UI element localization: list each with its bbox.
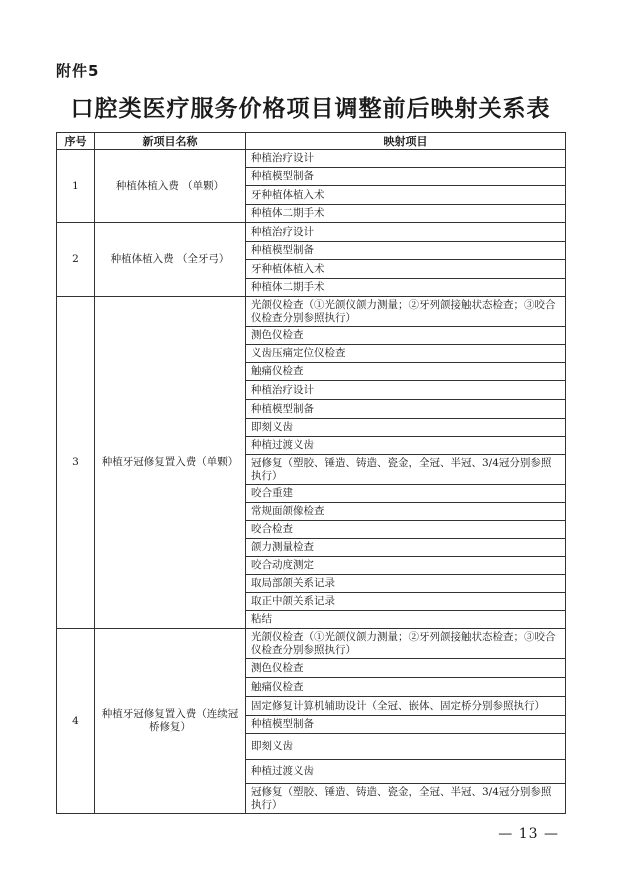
table-body <box>57 150 566 814</box>
mapped-item-cell: 种植治疗设计 <box>246 223 566 242</box>
mapped-item-cell: 种植治疗设计 <box>246 150 566 168</box>
mapped-item-cell: 即刻义齿 <box>246 419 566 437</box>
table-row <box>57 297 566 327</box>
mapped-item-cell: 测色仪检查 <box>246 327 566 345</box>
row-number-cell: 2 <box>57 223 95 297</box>
mapped-item-cell: 义齿压痛定位仪检查 <box>246 345 566 363</box>
mapped-item-cell: 种植过渡义齿 <box>246 437 566 455</box>
row-number-cell: 3 <box>57 297 95 629</box>
new-item-name-cell: 种植体植入费 （单颗） <box>95 150 246 223</box>
mapped-item-cell: 牙种植体植入术 <box>246 186 566 205</box>
mapped-item-cell: 种植体二期手术 <box>246 279 566 297</box>
mapped-item-cell: 光颌仪检查（①光颌仪颌力测量；②牙列颌接触状态检查；③咬合仪检查分别参照执行） <box>246 297 566 327</box>
mapped-item-cell: 测色仪检查 <box>246 659 566 678</box>
new-item-name-cell: 种植牙冠修复置入费（连续冠桥修复） <box>95 629 246 814</box>
mapped-item-cell: 取正中颌关系记录 <box>246 593 566 611</box>
column-header-new-item: 新项目名称 <box>95 133 246 150</box>
mapped-item-cell: 取局部颌关系记录 <box>246 575 566 593</box>
page-title: 口腔类医疗服务价格项目调整前后映射关系表 <box>70 95 551 122</box>
mapped-item-cell: 种植过渡义齿 <box>246 760 566 784</box>
mapped-item-cell: 冠修复（塑胶、锤造、铸造、瓷金，全冠、半冠、3/4冠分别参照执行） <box>246 455 566 485</box>
mapped-item-cell: 触痛仪检查 <box>246 363 566 381</box>
column-header-number: 序号 <box>57 133 95 150</box>
table-row <box>57 150 566 168</box>
page-number: — 13 — <box>498 826 559 842</box>
table-row <box>57 629 566 659</box>
mapped-item-cell: 光颌仪检查（①光颌仪颌力测量；②牙列颌接触状态检查；③咬合仪检查分别参照执行） <box>246 629 566 659</box>
mapped-item-cell: 常规面颌像检查 <box>246 503 566 521</box>
mapped-item-cell: 粘结 <box>246 611 566 629</box>
mapped-item-cell: 即刻义齿 <box>246 734 566 760</box>
row-number-cell: 1 <box>57 150 95 223</box>
mapped-item-cell: 颌力测量检查 <box>246 539 566 557</box>
mapped-item-cell: 种植治疗设计 <box>246 381 566 400</box>
mapped-item-cell: 种植体二期手术 <box>246 205 566 223</box>
mapped-item-cell: 种植模型制备 <box>246 168 566 186</box>
attachment-label: 附件5 <box>56 62 100 80</box>
mapped-item-cell: 咬合重建 <box>246 485 566 503</box>
new-item-name-cell: 种植牙冠修复置入费（单颗） <box>95 297 246 629</box>
row-number-cell: 4 <box>57 629 95 814</box>
new-item-name-cell: 种植体植入费 （全牙弓） <box>95 223 246 297</box>
table-row <box>57 223 566 242</box>
mapped-item-cell: 咬合检查 <box>246 521 566 539</box>
column-header-mapped-item: 映射项目 <box>246 133 566 150</box>
table-header-row <box>57 133 566 150</box>
mapped-item-cell: 牙种植体植入术 <box>246 260 566 279</box>
mapped-item-cell: 固定修复计算机辅助设计（全冠、嵌体、固定桥分别参照执行） <box>246 697 566 716</box>
mapped-item-cell: 触痛仪检查 <box>246 678 566 697</box>
mapping-table <box>56 132 566 814</box>
mapped-item-cell: 冠修复（塑胶、锤造、铸造、瓷金，全冠、半冠、3/4冠分别参照执行） <box>246 784 566 814</box>
mapped-item-cell: 种植模型制备 <box>246 400 566 419</box>
mapped-item-cell: 咬合动度测定 <box>246 557 566 575</box>
mapped-item-cell: 种植模型制备 <box>246 242 566 260</box>
mapped-item-cell: 种植模型制备 <box>246 716 566 734</box>
